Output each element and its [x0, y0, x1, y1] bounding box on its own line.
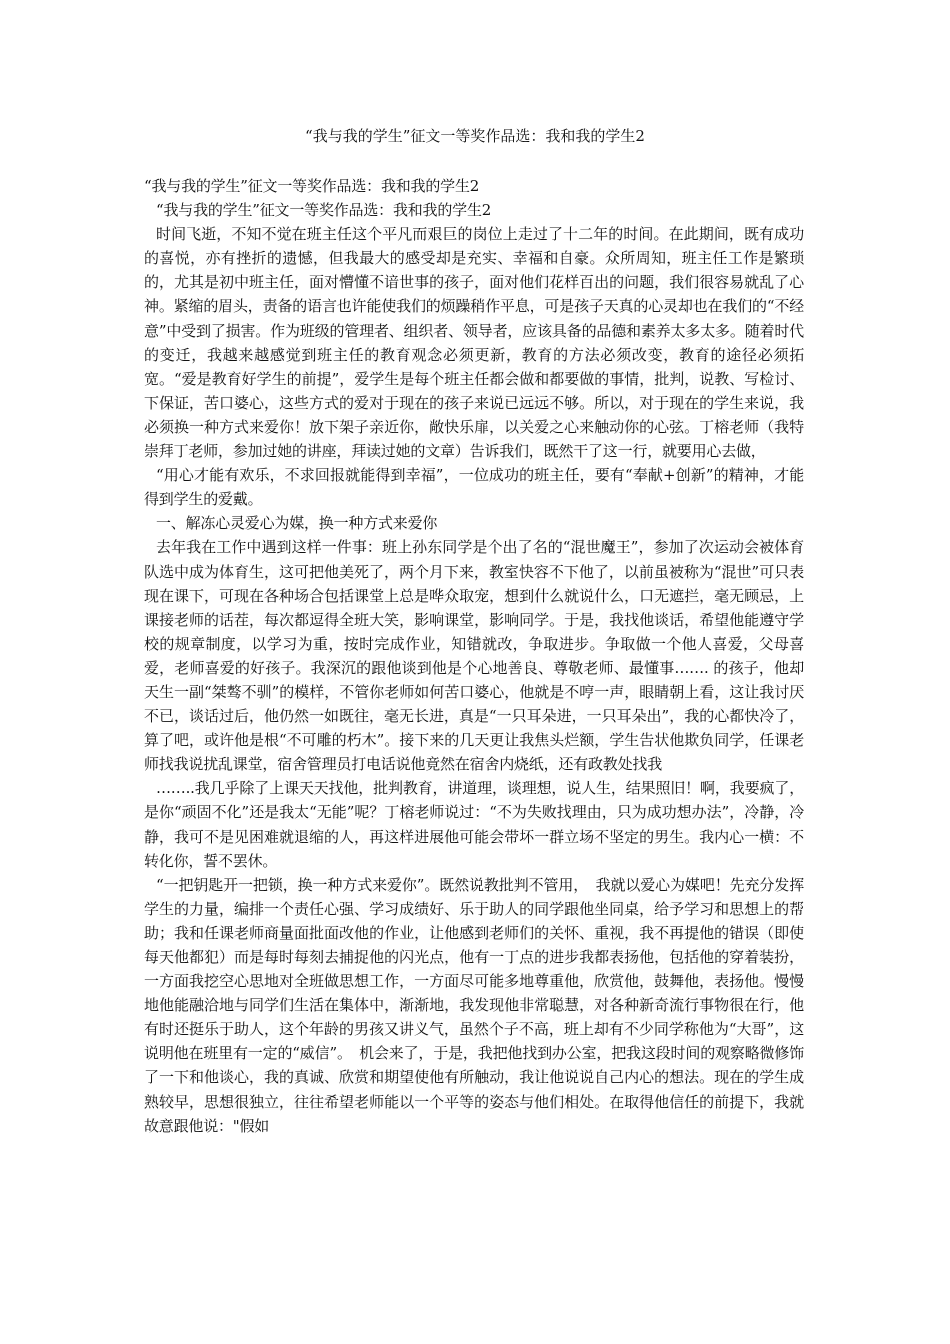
paragraph: “用心才能有欢乐，不求回报就能得到幸福”，一位成功的班主任，要有“奉献+创新”的精神，才能得到学生的爱戴。 — [144, 466, 804, 509]
subtitle-line: “我与我的学生”征文一等奖作品选：我和我的学生2 — [144, 177, 480, 195]
document-body — [144, 174, 804, 1138]
subtitle-line-repeat: “我与我的学生”征文一等奖作品选：我和我的学生2 — [156, 201, 492, 220]
paragraph: ……..我几乎除了上课天天找他，批判教育，讲道理，谈理想，说人生，结果照旧！啊，我要疯了，是你“顽固不化”还是我太“无能”呢？丁榕老师说过：“不为失败找理由，只为成功想办法”，冷静，冷静，我可不是见困难就退缩的人，再这样进展他可能会带坏一群立场不坚定的男生。我内心一横：不转化你，誓不罢休。 — [144, 779, 804, 870]
section-heading: 一、解冻心灵爱心为媒，换一种方式来爱你 — [156, 514, 438, 533]
paragraph: 去年我在工作中遇到这样一件事：班上孙东同学是个出了名的“混世魔王”，参加了次运动会被体育队选中成为体育生，这可把他美死了，两个月下来，教室快容不下他了，以前虽被称为“混世”可只表现在课下，可现在各种场合包括课堂上总是哗众取宠，想到什么就说什么，口无遮拦，毫无顾忌，上课接老师的话茬，每次都逗得全班大笑，影响课堂，影响同学。于是，我找他谈话，希望他能遵守学校的规章制度，以学习为重，按时完成作业，知错就改，争取进步。争取做一个他人喜爱，父母喜爱，老师喜爱的好孩子。我深沉的跟他谈到他是个心地善良、尊敬老师、最懂事……. 的孩子，他却天生一副“桀骜不驯”的模样，不管你老师如何苦口婆心，他就是不哼一声，眼睛朝上看，这让我讨厌不已，谈话过后，他仍然一如既往，毫无长进，真是“一只耳朵进，一只耳朵出”，我的心都快冷了，算了吧，或许他是根“不可雕的朽木”。接下来的几天更让我焦头烂额，学生告状他欺负同学，任课老师找我说扰乱课堂，宿舍管理员打电话说他竟然在宿舍内烧纸，还有政教处找我 — [144, 538, 804, 774]
paragraph: 时间飞逝，不知不觉在班主任这个平凡而艰巨的岗位上走过了十二年的时间。在此期间，既有成功的喜悦，亦有挫折的遗憾，但我最大的感受却是充实、幸福和自豪。众所周知，班主任工作是繁琐的，尤其是初中班主任，面对懵懂不谙世事的孩子，面对他们花样百出的问题，我们很容易就乱了心神。紧缩的眉头，责备的语言也许能使我们的烦躁稍作平息，可是孩子天真的心灵却也在我们的“不经意”中受到了损害。作为班级的管理者、组织者、领导者，应该具备的品德和素养太多太多。随着时代的变迁，我越来越感觉到班主任的教育观念必须更新，教育的方法必须改变，教育的途径必须拓宽。“爱是教育好学生的前提”，爱学生是每个班主任都会做和都要做的事情，批判，说教、写检讨、下保证，苦口婆心，这些方式的爱对于现在的孩子来说已远远不够。所以，对于现在的学生来说，我必须换一种方式来爱你！放下架子亲近你，敞快乐扉，以关爱之心来触动你的心弦。丁榕老师（我特崇拜丁老师，参加过她的讲座，拜读过她的文章）告诉我们，既然干了这一行，就要用心去做， — [144, 225, 804, 461]
document-title: “我与我的学生”征文一等奖作品选：我和我的学生2 — [305, 127, 645, 145]
paragraph: “一把钥匙开一把锁，换一种方式来爱你”。既然说教批判不管用， 我就以爱心为媒吧！先充分发挥学生的力量，编排一个责任心强、学习成绩好、乐于助人的同学跟他坐同桌，给予学习和思想上的帮助；我和任课老师商量面批面改他的作业，让他感到老师们的关怀、重视，我不再提他的错误（即使每天他都犯）而是每时每刻去捕捉他的闪光点，他有一丁点的进步我都表扬他，包括他的穿着装扮，一方面我挖空心思地对全班做思想工作，一方面尽可能多地尊重他，欣赏他，鼓舞他，表扬他。慢慢地他能融洽地与同学们生活在集体中，渐渐地，我发现他非常聪慧，对各种新奇流行事物很在行，他有时还挺乐于助人，这个年龄的男孩又讲义气，虽然个子不高，班上却有不少同学称他为“大哥”，这说明他在班里有一定的“威信”。 机会来了，于是，我把他找到办公室，把我这段时间的观察略微修饰了一下和他谈心，我的真诚、欣赏和期望使他有所触动，我让他说说自己内心的想法。现在的学生成熟较早，思想很独立，往往希望老师能以一个平等的姿态与他们相处。在取得他信任的前提下，我就故意跟他说："假如 — [144, 875, 804, 1135]
